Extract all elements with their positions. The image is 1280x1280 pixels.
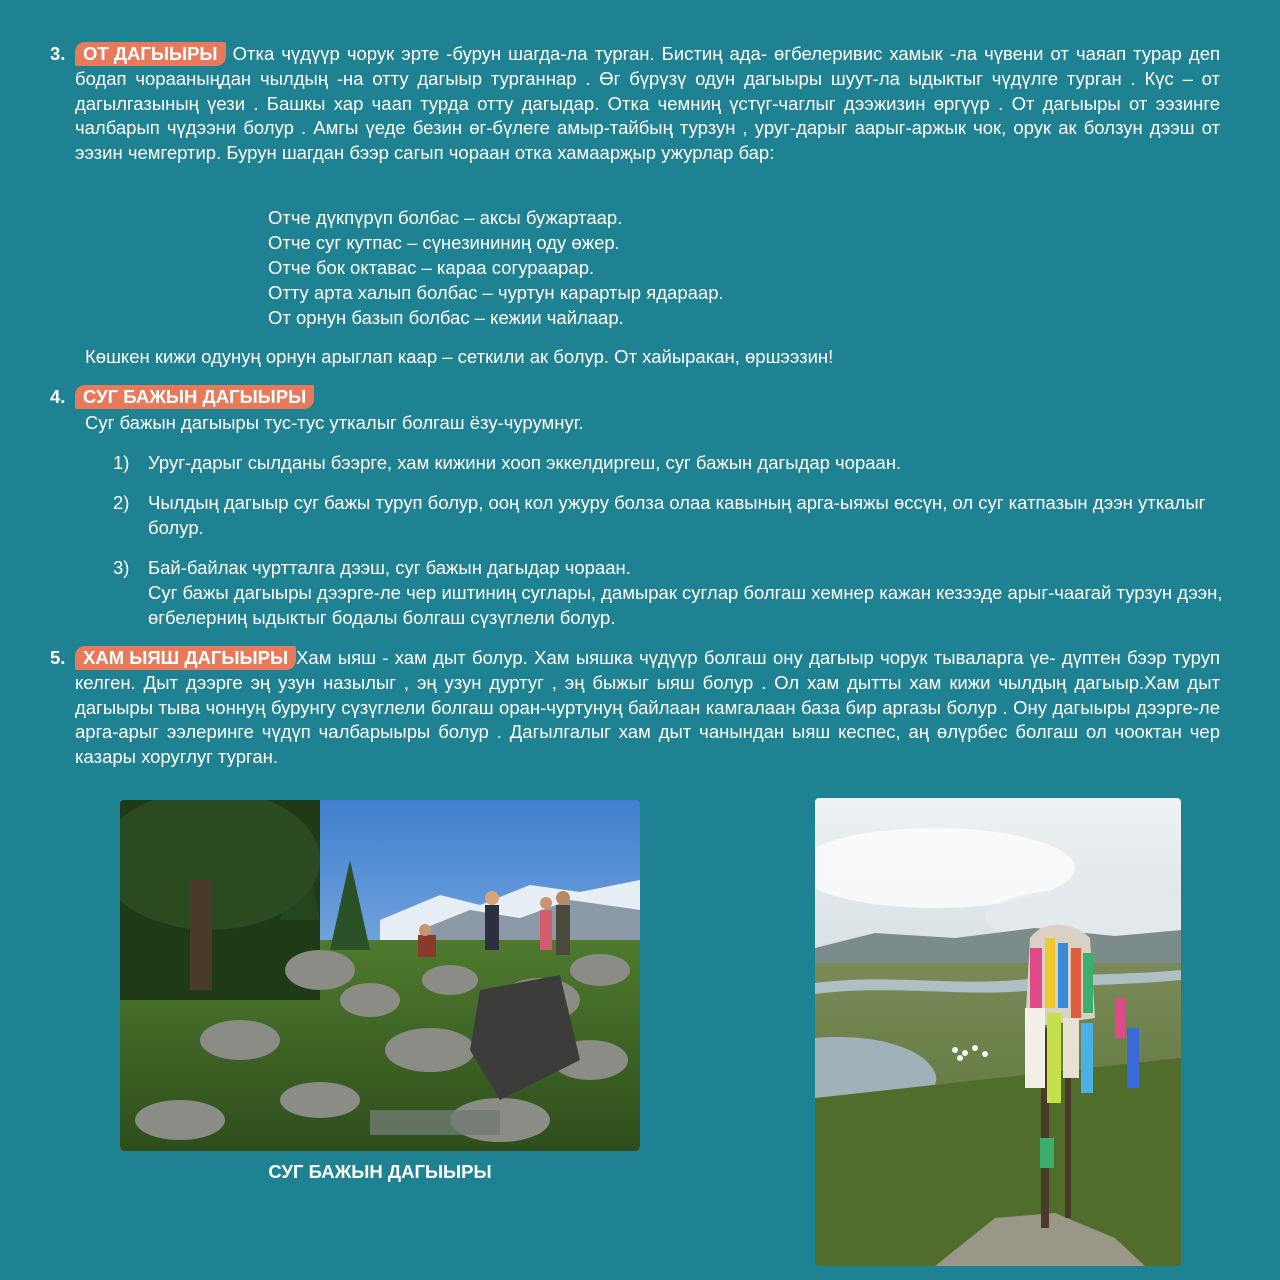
section-paragraph	[75, 646, 1220, 770]
section-intro: Суг бажын дагыыры тус-тус уткалыг болгаш ёзу-чурумнуг.	[85, 412, 584, 433]
list-number: 2)	[113, 492, 130, 513]
section-heading-tag: ХАМ ЫЯШ ДАГЫЫРЫ	[75, 646, 296, 670]
photo-caption: СУГ БАЖЫН ДАГЫЫРЫ	[268, 1161, 492, 1182]
list-number: 3)	[113, 557, 130, 578]
closing-line: Көшкен кижи одунуң орнун арыглап каар – сеткили ак болур. От хайыракан, өршээзин!	[85, 346, 834, 367]
section-text: Отка чүдүүр чорук эрте -бурун шагда-ла турган. Бистиң ада- өгбелеривис хамык -ла чүвени от чаяап турар деп бодап чорааныңдан чылдың -на отту дагыыр турганнар . Өг бүрүзү одун дагыыры шуут-ла ыдыктыг чүдүлге турган . Күс – от дагылгазының үези . Башкы хар чаап турда отту дагыдар. Отка чемниң үстүг-чаглыг дээжизин өргүүр . От дагыыры от ээзинге чалбарып чүдээни болур . Амгы үеде безин өг-бүлеге амыр-тайбың турзун , уруг-дарыг аарыг-аржык чок, орук ак болзун дээш от ээзин чемгертир. Бурун шагдан бээр сагып чораан отка хамаарҗыр ужурлар бар:	[75, 43, 1221, 164]
spring-photo	[120, 800, 640, 1151]
section-number: 4.	[50, 386, 66, 407]
section-heading-tag: ОТ ДАГЫЫРЫ	[75, 42, 226, 66]
list-text: Чылдың дагыыр суг бажы туруп болур, ооң кол ужуру болза олаа кавының арга-ыяжы өссүн, ол суг катпазын дээн уткалыг болур.	[148, 492, 1206, 538]
poem-line: От орнун базып болбас – кежии чайлаар.	[268, 307, 624, 328]
list-number: 1)	[113, 452, 130, 473]
list-text: Бай-байлак чуртталга дээш, суг бажын дагыдар чораан.	[148, 557, 631, 578]
section-number: 3.	[50, 43, 66, 64]
tree-photo-image	[815, 798, 1181, 1266]
list-text: Уруг-дарыг сылданы бээрге, хам кижини хооп эккелдиргеш, суг бажын дагыдар чораан.	[148, 452, 902, 473]
section-paragraph	[75, 42, 1220, 166]
section-number: 5.	[50, 647, 66, 668]
poem-line: Отче суг кутпас – сүнезининиң оду өжер.	[268, 232, 620, 253]
poem-line: Отче дүкпүрүп болбас – аксы бужартаар.	[268, 207, 623, 228]
section-text: Хам ыяш - хам дыт болур. Хам ыяшка чүдүүр болгаш ону дагыыр чорук тываларга үе- дүптен бээр туруп келген. Дыт дээрге эң узун назылыг , эң узун дуртуг , эң быжыг ыяш болур . Ол хам дытты хам кижи чылдың дагыыр.Хам дыт дагыыры тыва чоннуң бурунгу сүзүглели болгаш оран-чуртунуң байлаан камгалаан база бир аргазы болур . Ону дагыыры дээрге-ле арга-арыг ээлеринге чүдүп чалбарыыры болур . Дагылгалыг хам дыт чанындан ыяш кеспес, аң өлүрбес болгаш ол чооктан чер казары хоруглуг турган.	[75, 647, 1220, 768]
tree-photo	[815, 798, 1181, 1266]
list-extra-text: Суг бажы дагыыры дээрге-ле чер иштиниң суглары, дамырак суглар болгаш хемнер кажан кезээде арыг-чаагай турзун дээн, өгбелерниң ыдыктыг бодалы болгаш сүзүглели болур.	[148, 581, 1223, 628]
section-body	[75, 42, 1221, 166]
poem-line: Отту арта халып болбас – чуртун карартыр ядарaар.	[268, 282, 724, 303]
spring-photo-image	[120, 800, 640, 1151]
list-text-block	[148, 556, 1223, 630]
poem-block	[268, 205, 724, 330]
poem-line: Отче бок октавас – караа согураарар.	[268, 257, 595, 278]
section-heading-tag: СУГ БАЖЫН ДАГЫЫРЫ	[75, 385, 314, 409]
